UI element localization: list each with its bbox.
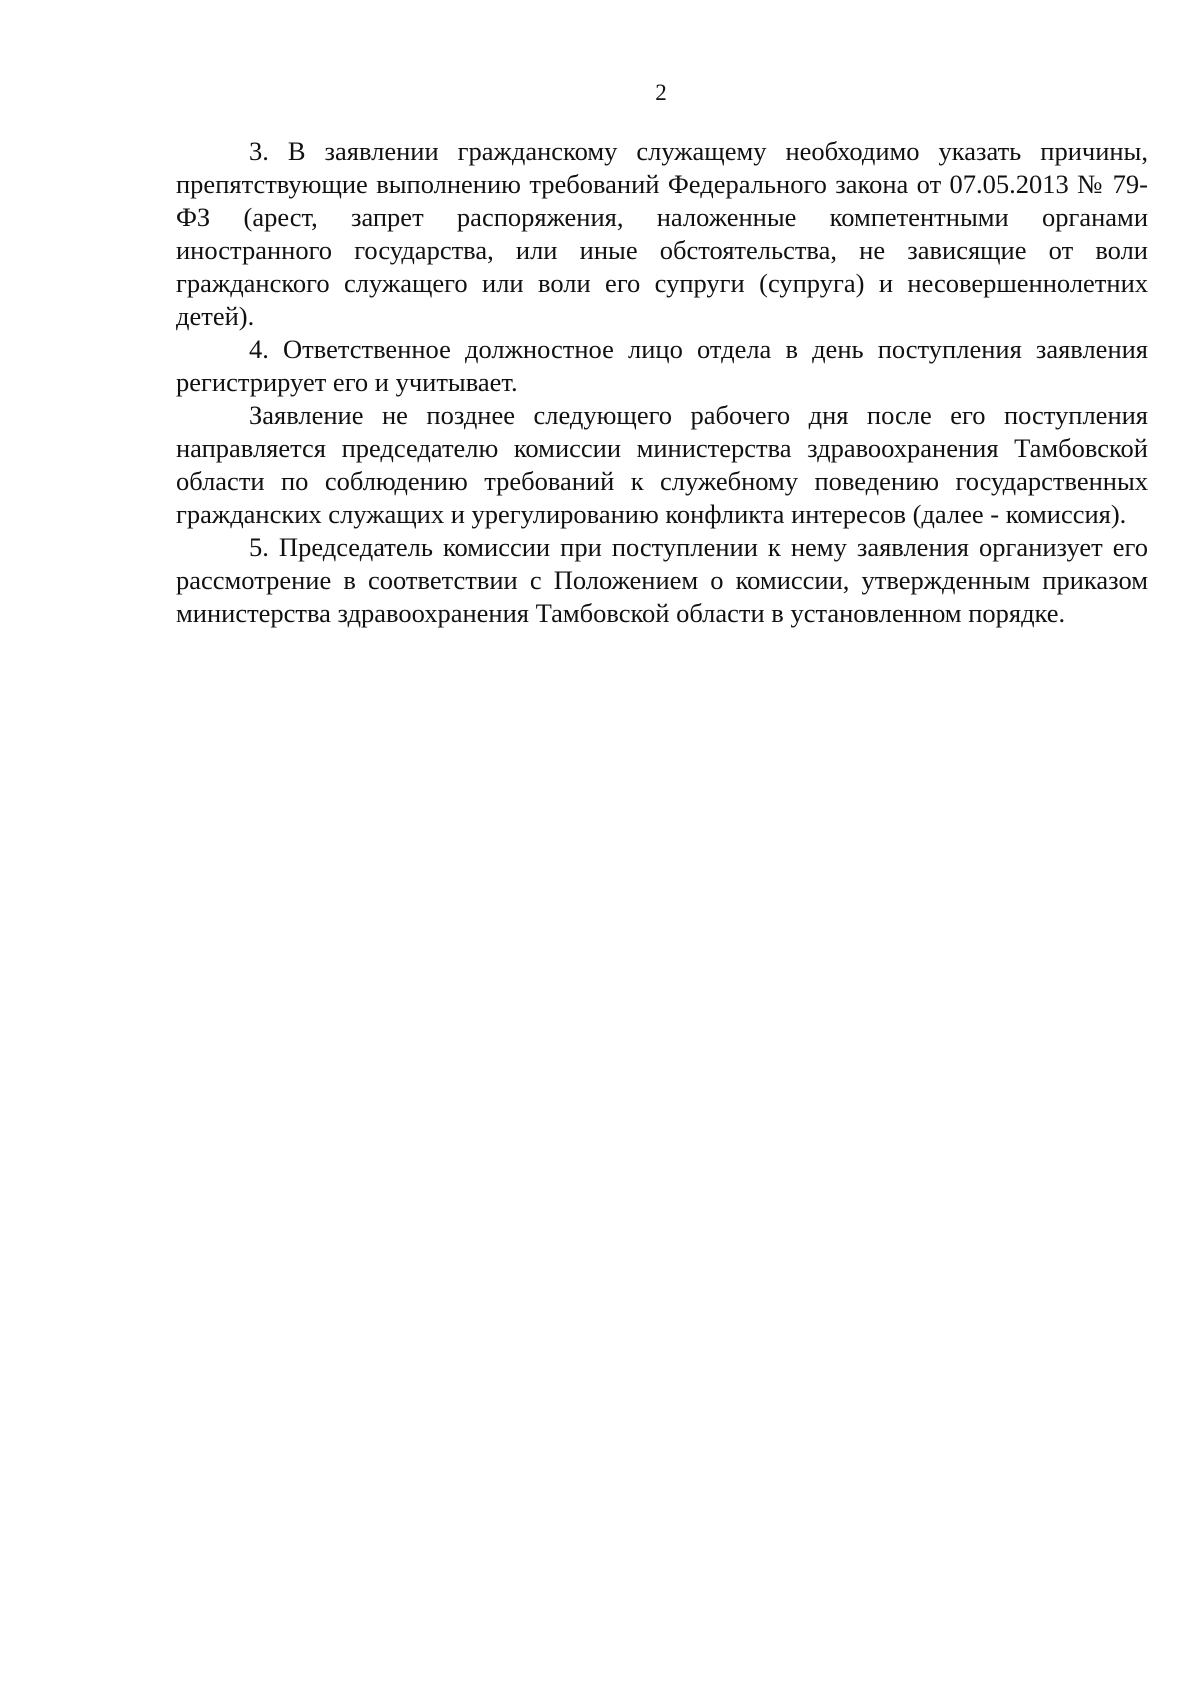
paragraph-item-4-continued: Заявление не позднее следующего рабочего дня после его поступления направляется председателю комиссии министерства здравоохранения Тамбовской области по соблюдению требований к служебному поведению государственных гражданских служащих и урегулированию конфликта интересов (далее - комиссия). — [176, 400, 1148, 529]
document-body — [176, 135, 1148, 630]
paragraph-item-4: 4. Ответственное должностное лицо отдела в день поступления заявления регистрирует его и учитывает. — [176, 334, 1148, 397]
paragraph-item-5: 5. Председатель комиссии при поступлении к нему заявления организует его рассмотрение в соответствии с Положением о комиссии, утвержденным приказом министерства здравоохранения Тамбовской области в установленном порядке. — [176, 532, 1148, 628]
page-number: 2 — [655, 80, 667, 105]
paragraph-item-3: 3. В заявлении гражданскому служащему необходимо указать причины, препятствующие выполнению требований Федерального закона от 07.05.2013 № 79-ФЗ (арест, запрет распоряжения, наложенные компетентными органами иностранного государства, или иные обстоятельства, не зависящие от воли гражданского служащего или воли его супруги (супруга) и несовершеннолетних детей). — [176, 136, 1148, 331]
